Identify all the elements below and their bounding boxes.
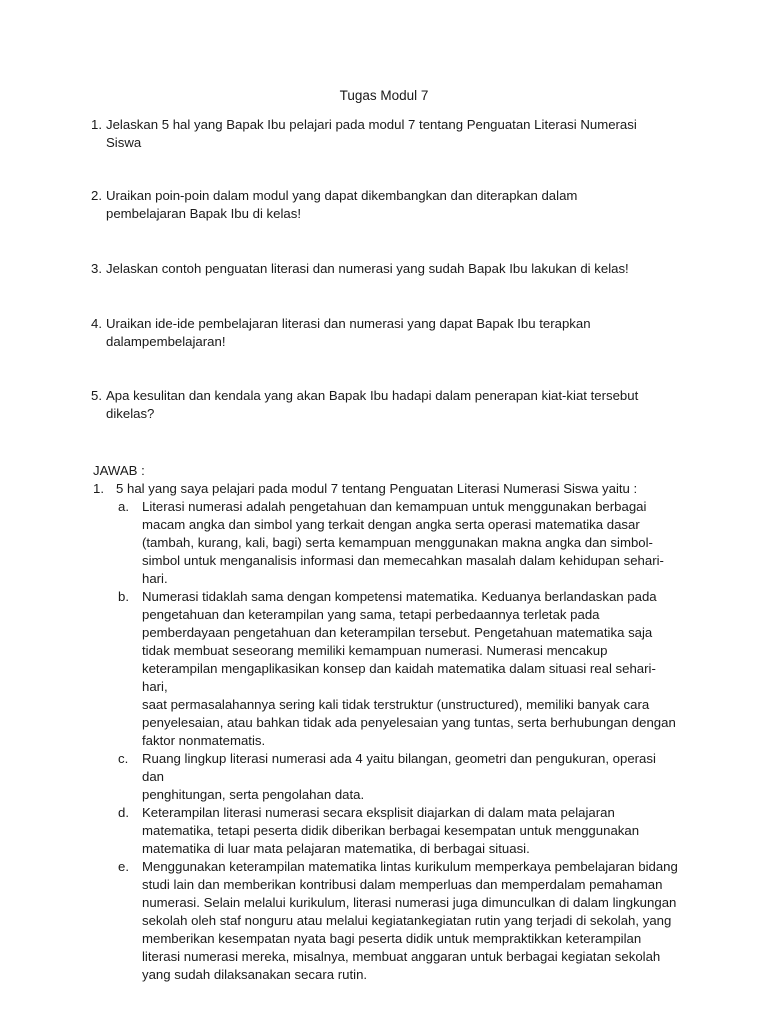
answer-number: 1. <box>93 481 104 496</box>
item-line: macam angka dan simbol yang terkait dengan angka serta operasi matematika dasar <box>142 517 640 532</box>
item-line: simbol untuk menganalisis informasi dan memecahkan masalah dalam kehidupan sehari- <box>142 553 664 568</box>
item-line: numerasi. Selain melalui kurikulum, literasi numerasi juga dimunculkan di dalam lingkungan <box>142 895 677 910</box>
question-2 <box>91 187 651 223</box>
item-line: sekolah oleh staf nonguru atau melalui kegiatankegiatan rutin yang terjadi di sekolah, yang <box>142 913 672 928</box>
question-line: Apa kesulitan dan kendala yang akan Bapak Ibu hadapi dalam penerapan kiat-kiat tersebut <box>106 388 639 403</box>
item-line: memberikan kesempatan nyata bagi peserta didik untuk mempraktikkan keterampilan <box>142 931 642 946</box>
item-line: hari. <box>142 571 168 586</box>
answer-item-a <box>118 498 678 588</box>
question-line: Jelaskan 5 hal yang Bapak Ibu pelajari pada modul 7 tentang Penguatan Literasi Numerasi <box>106 117 637 132</box>
item-line: Keterampilan literasi numerasi secara eksplisit diajarkan di dalam mata pelajaran <box>142 805 615 820</box>
question-line: Siswa <box>106 135 142 150</box>
answer-item-c <box>118 750 678 804</box>
question-number: 4. <box>91 316 102 331</box>
item-line: Literasi numerasi adalah pengetahuan dan kemampuan untuk menggunakan berbagai <box>142 499 647 514</box>
item-letter: b. <box>118 589 129 604</box>
item-line: Menggunakan keterampilan matematika lintas kurikulum memperkaya pembelajaran bidang <box>142 859 678 874</box>
question-number: 3. <box>91 261 102 276</box>
answer-heading: JAWAB : <box>93 463 145 478</box>
item-line: saat permasalahannya sering kali tidak terstruktur (unstructured), memiliki banyak cara <box>142 697 650 712</box>
item-line: (tambah, kurang, kali, bagi) serta kemampuan menggunakan makna angka dan simbol- <box>142 535 653 550</box>
item-line: pemberdayaan pengetahuan dan keterampilan tersebut. Pengetahuan matematika saja <box>142 625 653 640</box>
question-line: Jelaskan contoh penguatan literasi dan numerasi yang sudah Bapak Ibu lakukan di kelas! <box>106 261 629 276</box>
answer-item-e <box>118 858 678 984</box>
question-1 <box>91 116 651 152</box>
item-line: literasi numerasi mereka, misalnya, membuat anggaran untuk berbagai kegiatan sekolah <box>142 949 661 964</box>
question-line: dikelas? <box>106 406 155 421</box>
answer-1 <box>93 480 693 498</box>
item-letter: d. <box>118 805 129 820</box>
answer-item-d <box>118 804 678 858</box>
question-3 <box>91 260 651 278</box>
answer-intro: 5 hal yang saya pelajari pada modul 7 tentang Penguatan Literasi Numerasi Siswa yaitu : <box>116 481 638 496</box>
document-title: Tugas Modul 7 <box>339 88 429 103</box>
question-line: Uraikan ide-ide pembelajaran literasi dan numerasi yang dapat Bapak Ibu terapkan <box>106 316 591 331</box>
item-letter: c. <box>118 751 129 766</box>
item-line: penyelesaian, atau bahkan tidak ada penyelesaian yang tuntas, serta berhubungan dengan <box>142 715 676 730</box>
item-letter: a. <box>118 499 129 514</box>
item-line: keterampilan mengaplikasikan konsep dan kaidah matematika dalam situasi real sehari-hari, <box>142 661 656 694</box>
question-5 <box>91 387 651 423</box>
question-4 <box>91 315 651 351</box>
item-line: matematika di luar mata pelajaran matematika, di berbagai situasi. <box>142 841 530 856</box>
question-line: Uraikan poin-poin dalam modul yang dapat dikembangkan dan diterapkan dalam <box>106 188 578 203</box>
item-line: studi lain dan memberikan kontribusi dalam memperluas dan memperdalam pemahaman <box>142 877 663 892</box>
item-line: Numerasi tidaklah sama dengan kompetensi matematika. Keduanya berlandaskan pada <box>142 589 657 604</box>
question-number: 2. <box>91 188 102 203</box>
item-line: Ruang lingkup literasi numerasi ada 4 yaitu bilangan, geometri dan pengukuran, operasi dan <box>142 751 656 784</box>
item-line: matematika, tetapi peserta didik diberikan berbagai kesempatan untuk menggunakan <box>142 823 640 838</box>
item-line: faktor nonmatematis. <box>142 733 266 748</box>
question-number: 5. <box>91 388 102 403</box>
question-number: 1. <box>91 117 102 132</box>
item-line: pengetahuan dan keterampilan yang sama, tetapi perbedaannya terletak pada <box>142 607 600 622</box>
item-line: penghitungan, serta pengolahan data. <box>142 787 365 802</box>
question-line: dalampembelajaran! <box>106 334 226 349</box>
item-line: tidak membuat seseorang memiliki kemampuan numerasi. Numerasi mencakup <box>142 643 608 658</box>
item-letter: e. <box>118 859 129 874</box>
item-line: yang sudah dilaksanakan secara rutin. <box>142 967 368 982</box>
answer-item-b <box>118 588 678 750</box>
answer-sub-list <box>118 498 678 984</box>
question-line: pembelajaran Bapak Ibu di kelas! <box>106 206 302 221</box>
